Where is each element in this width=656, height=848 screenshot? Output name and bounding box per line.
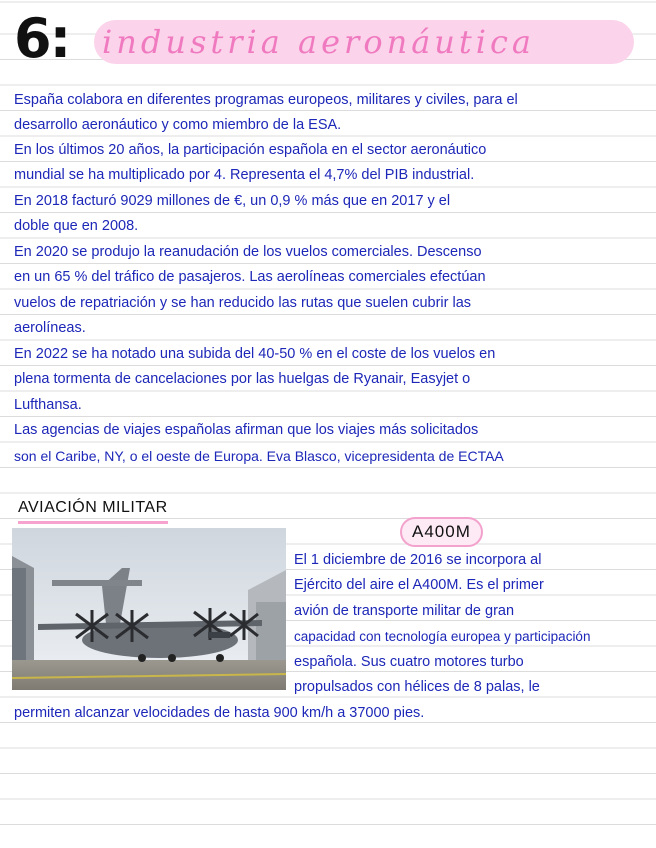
text-line: propulsados con hélices de 8 palas, le <box>294 679 540 695</box>
text-line: En 2018 facturó 9029 millones de €, un 0,9 % más que en 2017 y el <box>14 193 451 209</box>
text-line: Ejército del aire el A400M. Es el primer <box>294 577 544 593</box>
text-line: Las agencias de viajes españolas afirman que los viajes más solicitados <box>14 422 479 438</box>
text-line: plena tormenta de cancelaciones por las huelgas de Ryanair, Easyjet o <box>14 371 471 387</box>
text-line: son el Caribe, NY, o el oeste de Europa. Eva Blasco, vicepresidenta de ECTAA <box>14 448 504 464</box>
text-line: doble que en 2008. <box>14 218 139 234</box>
title-row <box>14 8 644 70</box>
text-line: En los últimos 20 años, la participación española en el sector aeronáutico <box>14 142 487 158</box>
text-line: española. Sus cuatro motores turbo <box>294 654 524 670</box>
text-line: En 2020 se produjo la reanudación de los vuelos comerciales. Descenso <box>14 244 482 260</box>
text-line: aerolíneas. <box>14 320 86 336</box>
model-badge: A400M <box>400 517 483 547</box>
text-line: España colabora en diferentes programas europeos, militares y civiles, para el <box>14 92 518 108</box>
text-line: en un 65 % del tráfico de pasajeros. Las aerolíneas comerciales efectúan <box>14 269 486 285</box>
text-line: desarrollo aeronáutico y como miembro de la ESA. <box>14 117 342 133</box>
a400m-aircraft-photo <box>12 528 286 690</box>
text-line: En 2022 se ha notado una subida del 40-50 % en el coste de los vuelos en <box>14 346 496 362</box>
section-title: AVIACIÓN MILITAR <box>18 496 168 524</box>
title-highlighted-text: industria aeronáutica <box>94 20 634 64</box>
final-text-line: permiten alcanzar velocidades de hasta 900 km/h a 37000 pies. <box>14 705 425 721</box>
text-line: Lufthansa. <box>14 397 82 413</box>
text-line: mundial se ha multiplicado por 4. Representa el 4,7% del PIB industrial. <box>14 167 475 183</box>
text-line: avión de transporte militar de gran <box>294 603 515 619</box>
text-line: capacidad con tecnología europea y participación <box>294 629 591 644</box>
text-line: El 1 diciembre de 2016 se incorpora al <box>294 552 542 568</box>
title-number: 6: <box>14 7 70 70</box>
text-line: vuelos de repatriación y se han reducido las rutas que suelen cubrir las <box>14 295 472 311</box>
